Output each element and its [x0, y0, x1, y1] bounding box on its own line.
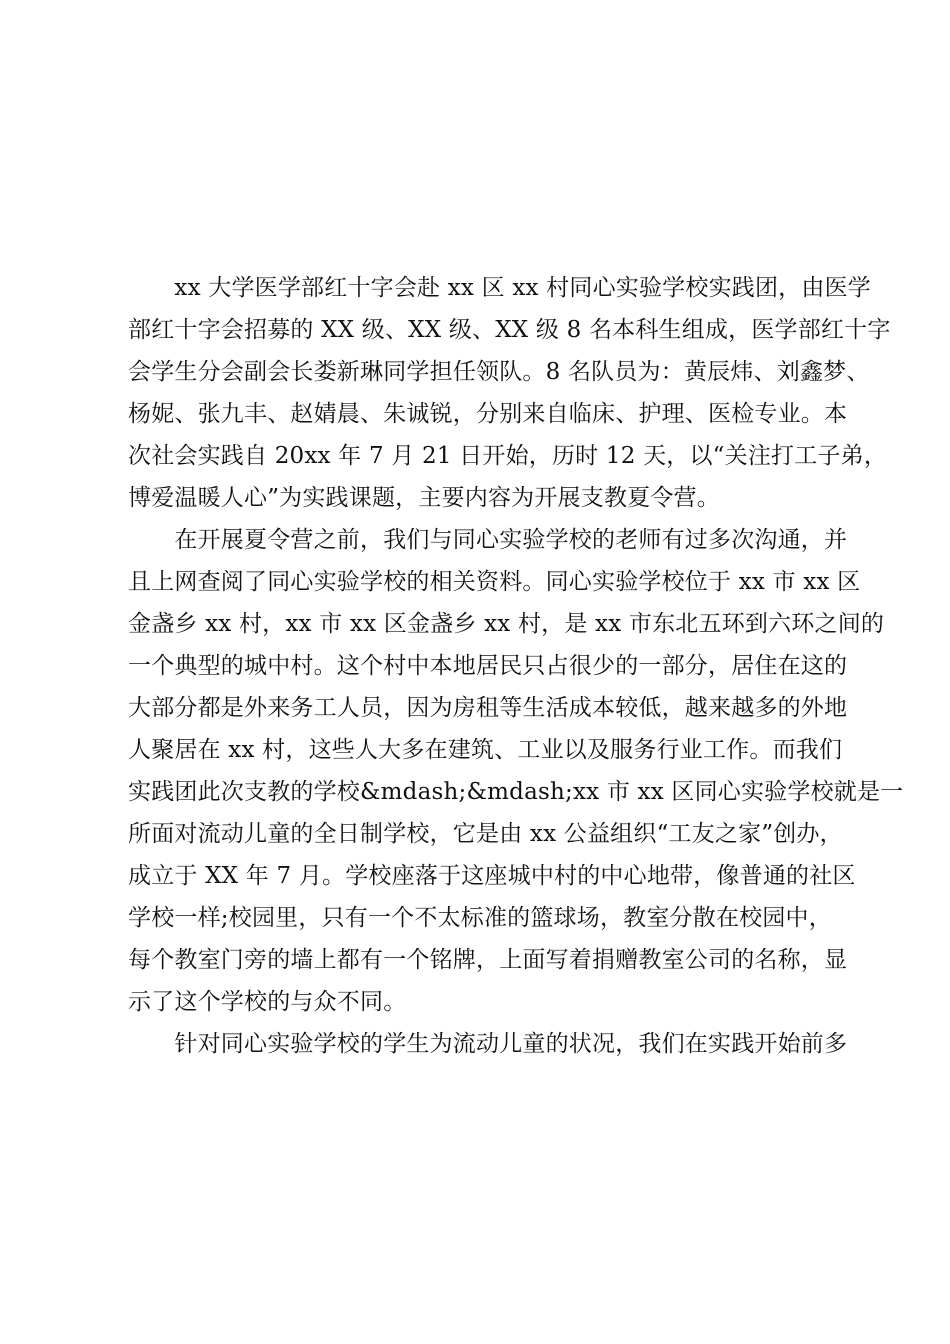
text-line: 实践团此次支教的学校&mdash;&mdash;xx 市 xx 区同心实验学校就是一: [128, 779, 904, 805]
text-line: 人聚居在 xx 村，这些人大多在建筑、工业以及服务行业工作。而我们: [128, 737, 843, 763]
text-line: 成立于 XX 年 7 月。学校座落于这座城中村的中心地带，像普通的社区: [128, 863, 856, 889]
text-line: 在开展夏令营之前，我们与同心实验学校的老师有过多次沟通，并: [128, 527, 848, 553]
paragraph-2: [128, 519, 904, 1023]
text-line: 学校一样;校园里，只有一个不太标准的篮球场，教室分散在校园中，: [128, 905, 832, 931]
text-line: 一个典型的城中村。这个村中本地居民只占很少的一部分，居住在这的: [128, 653, 848, 679]
document-body: [128, 267, 904, 1065]
text-line: 且上网查阅了同心实验学校的相关资料。同心实验学校位于 xx 市 xx 区: [128, 569, 861, 595]
text-line: 部红十字会招募的 XX 级、XX 级、XX 级 8 名本科生组成，医学部红十字: [128, 317, 891, 343]
text-line: 每个教室门旁的墙上都有一个铭牌，上面写着捐赠教室公司的名称，显: [128, 947, 848, 973]
text-line: 博爱温暖人心”为实践课题，主要内容为开展支教夏令营。: [128, 485, 720, 511]
paragraph-3: [128, 1023, 848, 1065]
text-line: 会学生分会副会长娄新琳同学担任领队。8 名队员为：黄辰炜、刘鑫梦、: [128, 359, 870, 385]
text-line: 大部分都是外来务工人员，因为房租等生活成本较低，越来越多的外地: [128, 695, 848, 721]
text-line: 杨妮、张九丰、赵婧晨、朱诚锐，分别来自临床、护理、医检专业。本: [128, 401, 848, 427]
text-line: 所面对流动儿童的全日制学校，它是由 xx 公益组织“工友之家”创办，: [128, 821, 843, 847]
paragraph-1: [128, 267, 891, 519]
text-line: 金盏乡 xx 村，xx 市 xx 区金盏乡 xx 村，是 xx 市东北五环到六环之间的: [128, 611, 885, 637]
text-line: 针对同心实验学校的学生为流动儿童的状况，我们在实践开始前多: [128, 1031, 848, 1057]
text-line: 次社会实践自 20xx 年 7 月 21 日开始，历时 12 天，以“关注打工子弟，: [128, 443, 888, 469]
text-line: xx 大学医学部红十字会赴 xx 区 xx 村同心实验学校实践团，由医学: [128, 275, 871, 301]
text-line: 示了这个学校的与众不同。: [128, 989, 407, 1015]
